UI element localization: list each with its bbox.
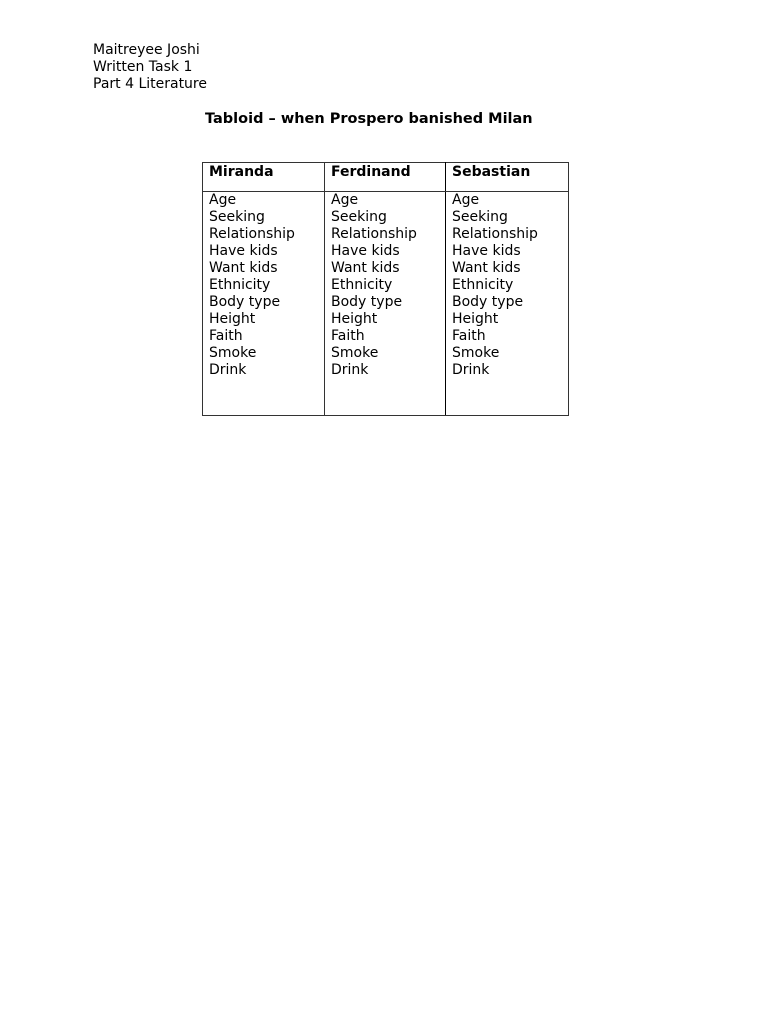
field-label: Drink <box>331 362 369 378</box>
field-label: Seeking <box>452 209 508 225</box>
field-label: Faith <box>331 328 365 344</box>
field-label: Ethnicity <box>209 277 271 293</box>
document-header <box>93 42 207 93</box>
miranda-fields-cell <box>203 192 325 416</box>
field-label: Seeking <box>209 209 265 225</box>
field-label: Relationship <box>452 226 538 242</box>
field-label: Smoke <box>452 345 500 361</box>
sebastian-field-list <box>452 192 568 379</box>
sebastian-fields-cell <box>446 192 569 416</box>
field-label: Age <box>331 192 359 208</box>
field-label: Ethnicity <box>331 277 393 293</box>
field-label: Faith <box>209 328 243 344</box>
task-label: Written Task 1 <box>93 59 193 75</box>
field-label: Body type <box>331 294 403 310</box>
table-body-row <box>203 192 569 416</box>
field-label: Have kids <box>452 243 521 259</box>
field-label: Relationship <box>209 226 295 242</box>
part-label: Part 4 Literature <box>93 76 207 92</box>
author-name: Maitreyee Joshi <box>93 42 200 58</box>
field-label: Drink <box>209 362 247 378</box>
column-header-ferdinand: Ferdinand <box>325 163 446 192</box>
field-label: Relationship <box>331 226 417 242</box>
column-header-miranda: Miranda <box>203 163 325 192</box>
field-label: Body type <box>452 294 524 310</box>
field-label: Drink <box>452 362 490 378</box>
column-header-sebastian: Sebastian <box>446 163 569 192</box>
document-title: Tabloid – when Prospero banished Milan <box>205 111 533 127</box>
field-label: Body type <box>209 294 281 310</box>
field-label: Height <box>209 311 256 327</box>
field-label: Age <box>209 192 237 208</box>
field-label: Have kids <box>209 243 278 259</box>
field-label: Smoke <box>209 345 257 361</box>
miranda-field-list <box>209 192 324 379</box>
field-label: Smoke <box>331 345 379 361</box>
field-label: Want kids <box>452 260 521 276</box>
table-header-row <box>203 163 569 192</box>
field-label: Have kids <box>331 243 400 259</box>
field-label: Seeking <box>331 209 387 225</box>
field-label: Height <box>452 311 499 327</box>
profile-table <box>202 162 569 416</box>
field-label: Want kids <box>209 260 278 276</box>
ferdinand-fields-cell <box>325 192 446 416</box>
field-label: Faith <box>452 328 486 344</box>
field-label: Ethnicity <box>452 277 514 293</box>
ferdinand-field-list <box>331 192 445 379</box>
field-label: Want kids <box>331 260 400 276</box>
field-label: Age <box>452 192 480 208</box>
field-label: Height <box>331 311 378 327</box>
